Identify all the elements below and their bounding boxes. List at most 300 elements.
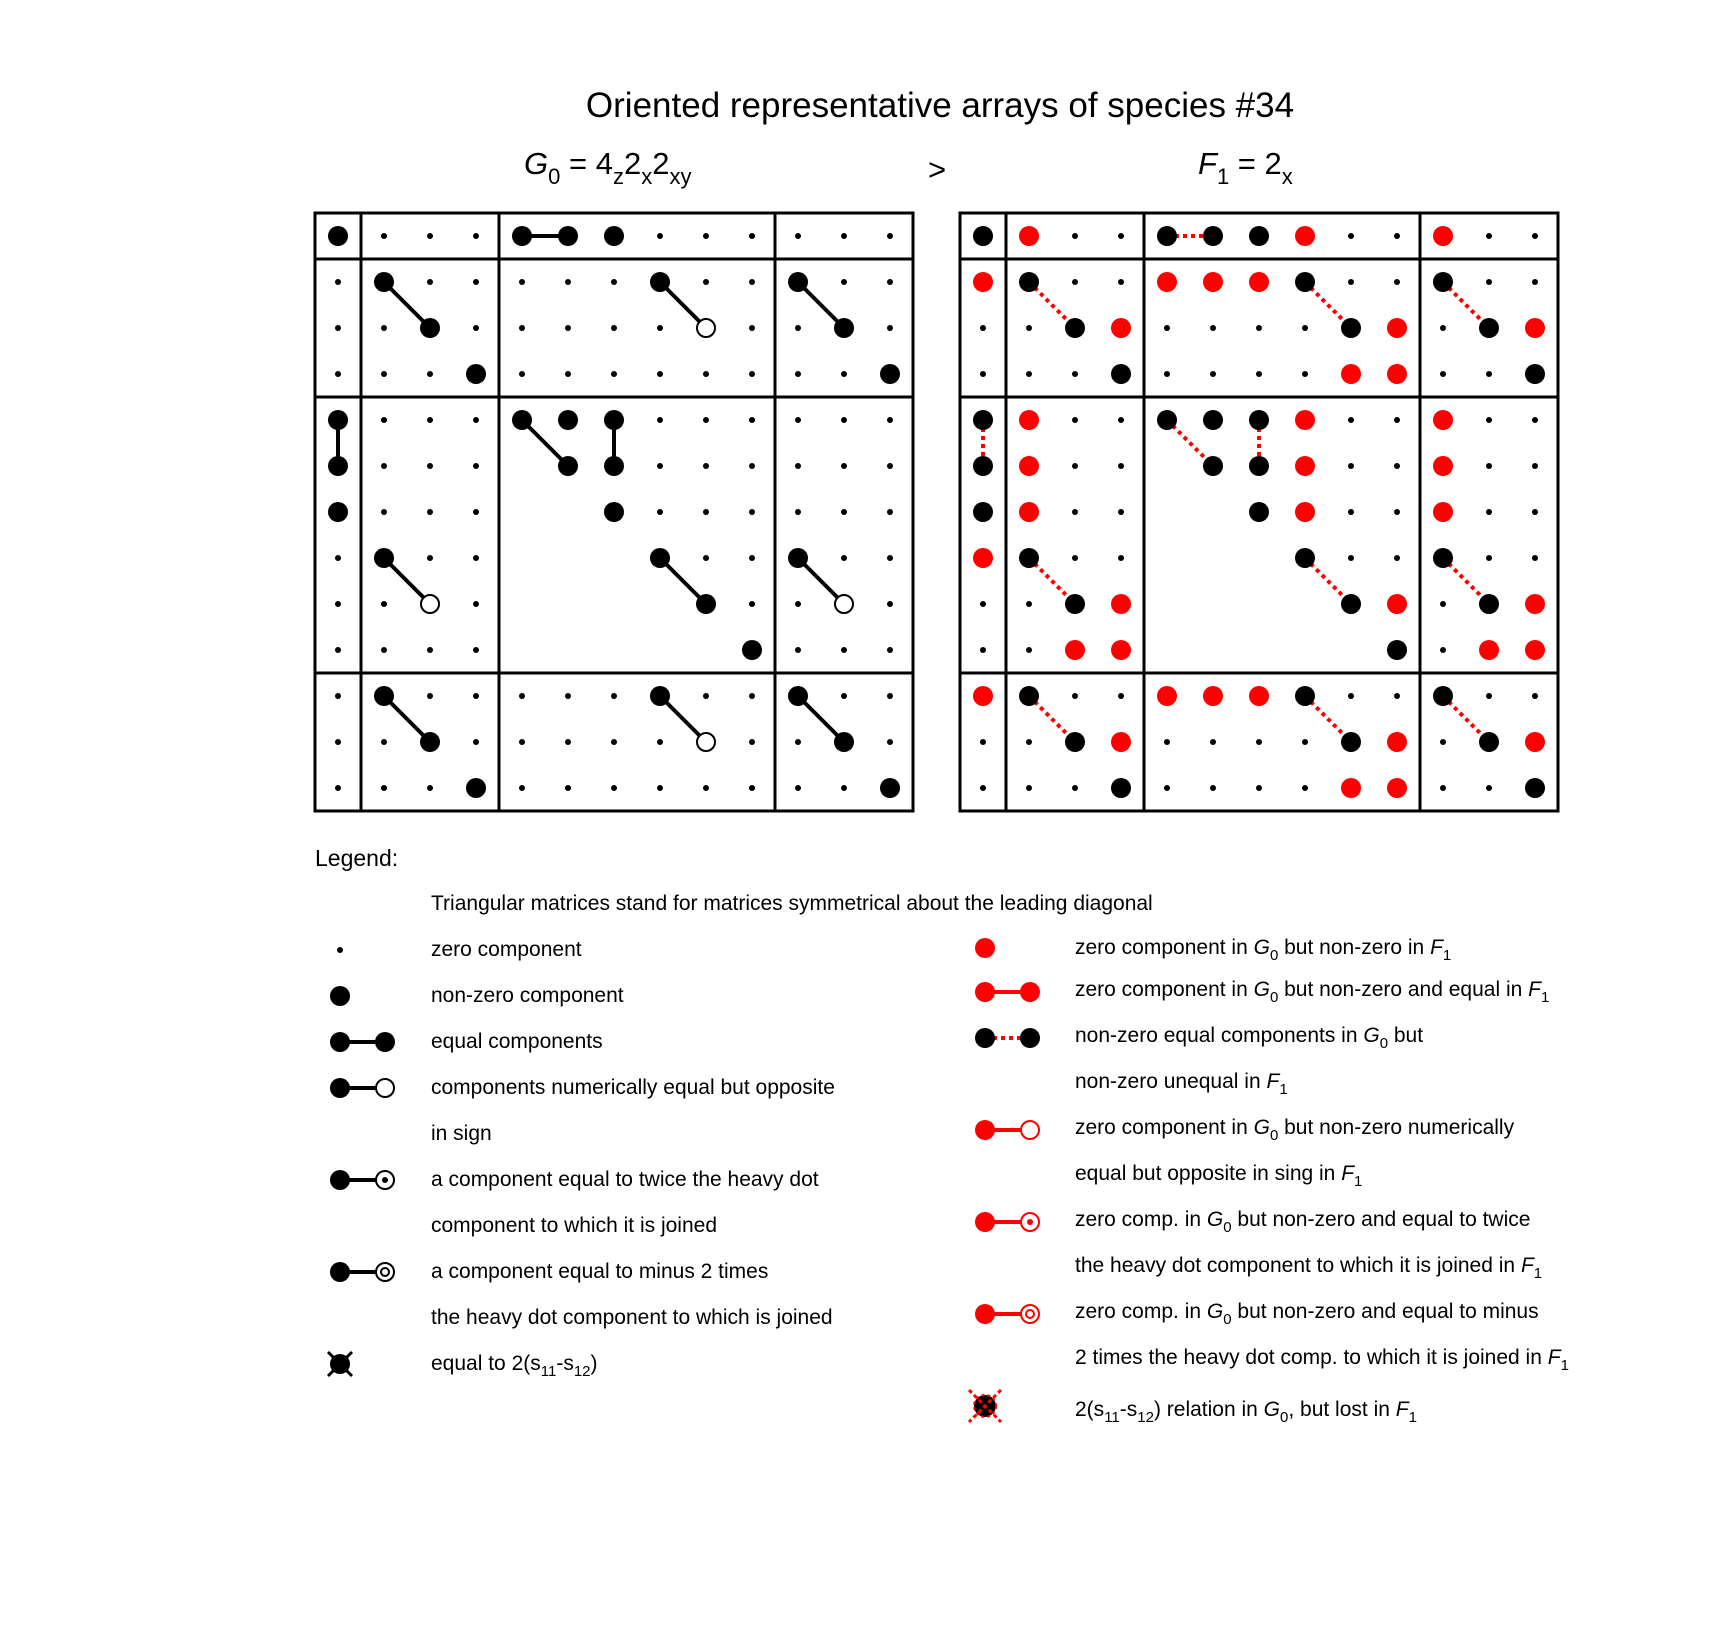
zero-component (381, 785, 387, 791)
relation-symbol: > (928, 152, 947, 187)
legend-twice-2: component to which it is joined (431, 1214, 717, 1237)
opposite-sign-component (835, 595, 853, 613)
new-nonzero-component (1203, 272, 1223, 292)
zero-component (1486, 417, 1492, 423)
nonzero-component (1433, 548, 1453, 568)
zero-component (1026, 785, 1032, 791)
zero-component (887, 279, 893, 285)
zero-component (887, 509, 893, 515)
zero-component (980, 601, 986, 607)
nonzero-component (466, 364, 486, 384)
nonzero-component (1065, 594, 1085, 614)
zero-component (1348, 509, 1354, 515)
zero-component (519, 371, 525, 377)
zero-component (1348, 555, 1354, 561)
legend-twice-center (382, 1177, 388, 1183)
legend-equal-dot (375, 1032, 395, 1052)
legend-opposite-1: components numerically equal but opposite (431, 1076, 835, 1099)
nonzero-component (1341, 594, 1361, 614)
zero-component (1118, 279, 1124, 285)
new-nonzero-component (1341, 364, 1361, 384)
zero-component (1164, 325, 1170, 331)
nonzero-component (328, 502, 348, 522)
zero-component (1348, 417, 1354, 423)
zero-component (841, 417, 847, 423)
zero-component (1256, 785, 1262, 791)
nonzero-component (512, 226, 532, 246)
zero-component (381, 325, 387, 331)
zero-component (611, 693, 617, 699)
zero-component (565, 371, 571, 377)
zero-component (519, 693, 525, 699)
zero-component (565, 785, 571, 791)
zero-component (657, 509, 663, 515)
legend-red-twice-2: the heavy dot component to which it is joined in $F_1$ (1075, 1254, 1543, 1282)
legend-opposite-open (376, 1079, 394, 1097)
nonzero-component (420, 318, 440, 338)
legend-nonzero-dot (330, 986, 350, 1006)
zero-component (519, 279, 525, 285)
zero-component (427, 463, 433, 469)
zero-component (1072, 693, 1078, 699)
zero-component (1486, 555, 1492, 561)
zero-component (887, 417, 893, 423)
legend-red-minus2-inner (1026, 1310, 1034, 1318)
legend-lost-s11: $2(s_{11}-s_{12})$ relation in $G_0$, but lost in $F_1$ (1075, 1398, 1417, 1426)
zero-component (335, 785, 341, 791)
zero-component (1486, 279, 1492, 285)
legend-equal-dot (330, 1032, 350, 1052)
zero-component (1348, 693, 1354, 699)
zero-component (749, 279, 755, 285)
zero-component (381, 233, 387, 239)
nonzero-component (650, 272, 670, 292)
legend-red-opposite-1: zero component in $G_0$ but non-zero numerically (1075, 1116, 1515, 1144)
zero-component (1302, 785, 1308, 791)
zero-component (1302, 325, 1308, 331)
legend-red-equal-dot (1020, 982, 1040, 1002)
nonzero-component (558, 456, 578, 476)
zero-component (980, 739, 986, 745)
nonzero-component (1479, 318, 1499, 338)
zero-component (427, 233, 433, 239)
new-nonzero-component (1019, 226, 1039, 246)
new-nonzero-component (1157, 686, 1177, 706)
new-nonzero-component (1157, 272, 1177, 292)
zero-component (841, 785, 847, 791)
new-nonzero-component (1433, 502, 1453, 522)
zero-component (381, 647, 387, 653)
zero-component (887, 463, 893, 469)
zero-component (657, 739, 663, 745)
zero-component (703, 371, 709, 377)
zero-component (1486, 371, 1492, 377)
zero-component (841, 371, 847, 377)
zero-component (1118, 417, 1124, 423)
zero-component (749, 325, 755, 331)
nonzero-component (1111, 778, 1131, 798)
nonzero-component (1065, 732, 1085, 752)
nonzero-component (328, 456, 348, 476)
zero-component (1394, 555, 1400, 561)
new-nonzero-component (973, 272, 993, 292)
zero-component (565, 739, 571, 745)
new-nonzero-component (1249, 272, 1269, 292)
new-nonzero-component (1387, 364, 1407, 384)
zero-component (703, 693, 709, 699)
nonzero-component (374, 686, 394, 706)
zero-component (887, 601, 893, 607)
zero-component (887, 647, 893, 653)
zero-component (381, 417, 387, 423)
zero-component (473, 463, 479, 469)
zero-component (1532, 417, 1538, 423)
zero-component (1118, 463, 1124, 469)
legend-red-opposite-2: equal but opposite in sing in $F_1$ (1075, 1162, 1363, 1190)
zero-component (703, 417, 709, 423)
zero-component (980, 371, 986, 377)
zero-component (381, 463, 387, 469)
zero-component (519, 739, 525, 745)
nonzero-component (1387, 640, 1407, 660)
opposite-sign-component (697, 733, 715, 751)
legend-red-opposite-dot (975, 1120, 995, 1140)
legend-twice-dot (330, 1170, 350, 1190)
zero-component (427, 371, 433, 377)
zero-component (1210, 371, 1216, 377)
zero-component (427, 555, 433, 561)
legend-red-twice-dot (975, 1212, 995, 1232)
zero-component (887, 693, 893, 699)
legend-note: Triangular matrices stand for matrices symmetrical about the leading diagonal (431, 892, 1153, 915)
nonzero-component (973, 456, 993, 476)
nonzero-component (604, 456, 624, 476)
legend-zero-dot (337, 947, 343, 953)
legend-lost-equal-dot (1020, 1028, 1040, 1048)
new-nonzero-component (1111, 318, 1131, 338)
zero-component (841, 509, 847, 515)
nonzero-component (1295, 272, 1315, 292)
nonzero-component (1525, 364, 1545, 384)
zero-component (473, 739, 479, 745)
zero-component (657, 233, 663, 239)
zero-component (335, 601, 341, 607)
zero-component (335, 647, 341, 653)
zero-component (841, 693, 847, 699)
legend-red-equal: zero component in $G_0$ but non-zero and equal in $F_1$ (1075, 978, 1550, 1006)
zero-component (611, 371, 617, 377)
nonzero-component (420, 732, 440, 752)
legend-minus2-2: the heavy dot component to which is joined (431, 1306, 833, 1329)
zero-component (519, 325, 525, 331)
new-nonzero-component (1387, 318, 1407, 338)
zero-component (749, 739, 755, 745)
zero-component (749, 785, 755, 791)
new-nonzero-component (1249, 686, 1269, 706)
zero-component (473, 279, 479, 285)
legend-nonzero: non-zero component (431, 984, 624, 1007)
zero-component (1072, 279, 1078, 285)
zero-component (749, 233, 755, 239)
zero-component (703, 785, 709, 791)
legend-red-equal-dot (975, 982, 995, 1002)
zero-component (473, 417, 479, 423)
zero-component (841, 555, 847, 561)
nonzero-component (466, 778, 486, 798)
zero-component (749, 693, 755, 699)
legend-minus2-dot (330, 1262, 350, 1282)
zero-component (473, 601, 479, 607)
legend-s11: equal to $2(s_{11}-s_{12})$ (431, 1352, 598, 1380)
nonzero-component (1525, 778, 1545, 798)
zero-component (1072, 417, 1078, 423)
new-nonzero-component (1111, 732, 1131, 752)
zero-component (1440, 325, 1446, 331)
zero-component (1394, 693, 1400, 699)
zero-component (611, 739, 617, 745)
zero-component (795, 233, 801, 239)
zero-component (1118, 693, 1124, 699)
zero-component (1394, 417, 1400, 423)
zero-component (980, 325, 986, 331)
zero-component (427, 785, 433, 791)
nonzero-component (1249, 502, 1269, 522)
legend-red-minus2-dot (975, 1304, 995, 1324)
zero-component (1210, 325, 1216, 331)
legend-equal: equal components (431, 1030, 603, 1053)
f1-array (960, 213, 1558, 811)
zero-component (611, 279, 617, 285)
zero-component (1532, 463, 1538, 469)
zero-component (749, 463, 755, 469)
zero-component (1164, 785, 1170, 791)
new-nonzero-component (1525, 318, 1545, 338)
zero-component (703, 555, 709, 561)
nonzero-component (1203, 226, 1223, 246)
zero-component (657, 785, 663, 791)
zero-component (1072, 785, 1078, 791)
new-nonzero-component (1295, 226, 1315, 246)
legend-red-twice-center (1027, 1219, 1033, 1225)
zero-component (1026, 371, 1032, 377)
zero-component (611, 785, 617, 791)
zero-component (473, 509, 479, 515)
nonzero-component (328, 226, 348, 246)
zero-component (565, 325, 571, 331)
zero-component (1256, 371, 1262, 377)
zero-component (749, 417, 755, 423)
zero-component (519, 785, 525, 791)
new-nonzero-component (1433, 456, 1453, 476)
new-nonzero-component (1203, 686, 1223, 706)
zero-component (1256, 325, 1262, 331)
legend-red-minus2-2: 2 times the heavy dot comp. to which it is joined in $F_1$ (1075, 1346, 1569, 1374)
nonzero-component (328, 410, 348, 430)
zero-component (795, 371, 801, 377)
zero-component (335, 739, 341, 745)
zero-component (841, 279, 847, 285)
zero-component (841, 463, 847, 469)
zero-component (887, 233, 893, 239)
zero-component (1486, 693, 1492, 699)
zero-component (795, 325, 801, 331)
zero-component (1532, 555, 1538, 561)
zero-component (473, 647, 479, 653)
zero-component (381, 371, 387, 377)
new-nonzero-component (1019, 410, 1039, 430)
zero-component (1486, 463, 1492, 469)
zero-component (1072, 509, 1078, 515)
zero-component (473, 555, 479, 561)
nonzero-component (880, 778, 900, 798)
zero-component (1118, 555, 1124, 561)
zero-component (749, 509, 755, 515)
page-title: Oriented representative arrays of species #34 (585, 86, 1295, 125)
zero-component (1532, 233, 1538, 239)
zero-component (1026, 601, 1032, 607)
zero-component (473, 233, 479, 239)
new-nonzero-component (1387, 732, 1407, 752)
zero-component (1302, 371, 1308, 377)
zero-component (1256, 739, 1262, 745)
nonzero-component (650, 686, 670, 706)
group-header: $G_0 = 4_z2_x2_{xy}$ (524, 146, 692, 189)
nonzero-component (834, 318, 854, 338)
nonzero-component (1019, 272, 1039, 292)
zero-component (1440, 647, 1446, 653)
zero-component (1486, 509, 1492, 515)
legend-red-dot (975, 938, 995, 958)
nonzero-component (1203, 456, 1223, 476)
nonzero-component (742, 640, 762, 660)
zero-component (749, 371, 755, 377)
zero-component (703, 463, 709, 469)
nonzero-component (374, 548, 394, 568)
zero-component (657, 417, 663, 423)
nonzero-component (1295, 548, 1315, 568)
nonzero-component (1433, 272, 1453, 292)
zero-component (1164, 739, 1170, 745)
zero-component (1026, 739, 1032, 745)
nonzero-component (1295, 686, 1315, 706)
opposite-sign-component (697, 319, 715, 337)
legend-red-minus2-1: zero comp. in $G_0$ but non-zero and equal to minus (1075, 1300, 1539, 1328)
nonzero-component (973, 410, 993, 430)
zero-component (980, 647, 986, 653)
new-nonzero-component (973, 686, 993, 706)
zero-component (427, 509, 433, 515)
legend-lost-equal-2: non-zero unequal in $F_1$ (1075, 1070, 1288, 1098)
zero-component (1440, 371, 1446, 377)
zero-component (1532, 509, 1538, 515)
new-nonzero-component (1387, 594, 1407, 614)
nonzero-component (650, 548, 670, 568)
zero-component (1440, 739, 1446, 745)
zero-component (611, 325, 617, 331)
zero-component (335, 279, 341, 285)
zero-component (795, 601, 801, 607)
new-nonzero-component (973, 548, 993, 568)
zero-component (795, 463, 801, 469)
nonzero-component (1111, 364, 1131, 384)
nonzero-component (880, 364, 900, 384)
zero-component (335, 555, 341, 561)
zero-component (565, 693, 571, 699)
zero-component (335, 325, 341, 331)
nonzero-component (512, 410, 532, 430)
legend-opposite-2: in sign (431, 1122, 492, 1145)
legend-twice-1: a component equal to twice the heavy dot (431, 1168, 819, 1191)
zero-component (1394, 279, 1400, 285)
new-nonzero-component (1341, 778, 1361, 798)
legend-minus2-inner (381, 1268, 389, 1276)
nonzero-component (604, 502, 624, 522)
zero-component (427, 693, 433, 699)
zero-component (795, 509, 801, 515)
zero-component (841, 647, 847, 653)
zero-component (427, 647, 433, 653)
zero-component (749, 555, 755, 561)
zero-component (427, 279, 433, 285)
new-nonzero-component (1295, 410, 1315, 430)
new-nonzero-component (1433, 410, 1453, 430)
zero-component (1440, 601, 1446, 607)
new-nonzero-component (1479, 640, 1499, 660)
nonzero-component (834, 732, 854, 752)
nonzero-component (1249, 410, 1269, 430)
zero-component (795, 647, 801, 653)
nonzero-component (1341, 732, 1361, 752)
zero-component (1210, 739, 1216, 745)
zero-component (1210, 785, 1216, 791)
nonzero-component (1157, 226, 1177, 246)
zero-component (1026, 647, 1032, 653)
zero-component (703, 233, 709, 239)
zero-component (1118, 233, 1124, 239)
zero-component (1072, 555, 1078, 561)
zero-component (657, 325, 663, 331)
zero-component (1486, 233, 1492, 239)
zero-component (335, 371, 341, 377)
zero-component (703, 509, 709, 515)
new-nonzero-component (1525, 594, 1545, 614)
g0-array (315, 213, 913, 811)
zero-component (1072, 463, 1078, 469)
zero-component (657, 463, 663, 469)
legend-red-twice-1: zero comp. in $G_0$ but non-zero and equal to twice (1075, 1208, 1531, 1236)
zero-component (473, 325, 479, 331)
zero-component (887, 325, 893, 331)
legend-zero: zero component (431, 938, 582, 961)
legend-lost-equal-1: non-zero equal components in $G_0$ but (1075, 1024, 1424, 1052)
zero-component (1348, 279, 1354, 285)
zero-component (841, 233, 847, 239)
zero-component (795, 417, 801, 423)
zero-component (381, 509, 387, 515)
new-nonzero-component (1433, 226, 1453, 246)
zero-component (980, 785, 986, 791)
new-nonzero-component (1019, 456, 1039, 476)
nonzero-component (788, 272, 808, 292)
zero-component (1440, 785, 1446, 791)
zero-component (749, 601, 755, 607)
zero-component (1394, 233, 1400, 239)
nonzero-component (696, 594, 716, 614)
legend-red-zero: zero component in $G_0$ but non-zero in $F_1$ (1075, 936, 1452, 964)
zero-component (565, 279, 571, 285)
nonzero-component (1341, 318, 1361, 338)
new-nonzero-component (1295, 456, 1315, 476)
